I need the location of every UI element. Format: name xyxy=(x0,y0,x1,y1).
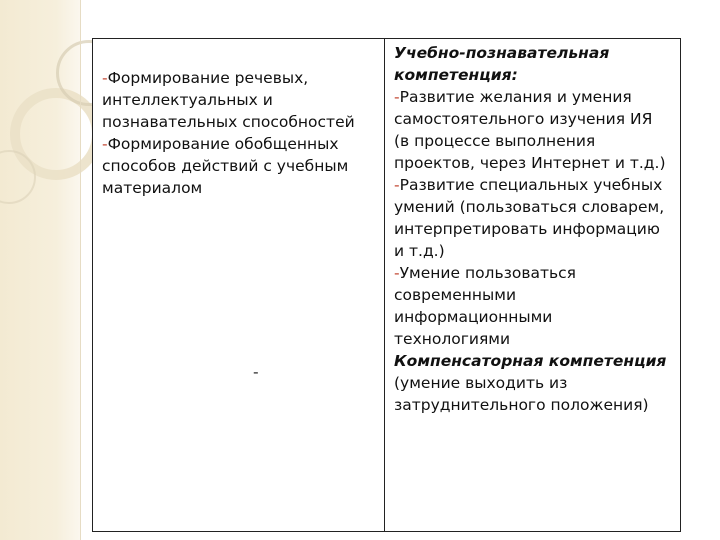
bullet-dash: - xyxy=(102,135,108,153)
bullet-dash: - xyxy=(102,69,108,87)
left-item-generalized-methods xyxy=(102,133,376,199)
left-item-text: Формирование речевых, интеллектуальных и познавательных способностей xyxy=(102,69,355,131)
compensatory-description: (умение выходить из затруднительного положения) xyxy=(394,374,649,414)
table-row xyxy=(93,39,681,532)
right-item-it-usage xyxy=(394,262,672,350)
standalone-dash: - xyxy=(253,363,259,381)
right-item-text: Умение пользоваться современными информационными технологиями xyxy=(394,264,576,348)
compensatory-competence xyxy=(394,350,672,416)
side-divider-line xyxy=(80,0,81,540)
right-item-text: Развитие специальных учебных умений (пользоваться словарем, интерпретировать информацию и т.д.) xyxy=(394,176,665,260)
heading-learning-competence: Учебно-познавательная компетенция: xyxy=(394,44,610,84)
right-item-text: Развитие желания и умения самостоятельного изучения ИЯ (в процессе выполнения проектов, через Интернет и т.д.) xyxy=(394,88,666,172)
bullet-dash: - xyxy=(394,264,400,282)
left-item-speech-skills xyxy=(102,67,376,133)
bullet-dash: - xyxy=(394,176,400,194)
left-item-text: Формирование обобщенных способов действий с учебным материалом xyxy=(102,135,349,197)
bullet-dash: - xyxy=(394,88,400,106)
left-cell xyxy=(93,39,385,532)
heading-compensatory-competence: Компенсаторная компетенция xyxy=(394,352,667,370)
right-item-self-study xyxy=(394,86,672,174)
competence-table xyxy=(92,38,681,532)
right-cell xyxy=(385,39,681,532)
right-item-special-skills xyxy=(394,174,672,262)
